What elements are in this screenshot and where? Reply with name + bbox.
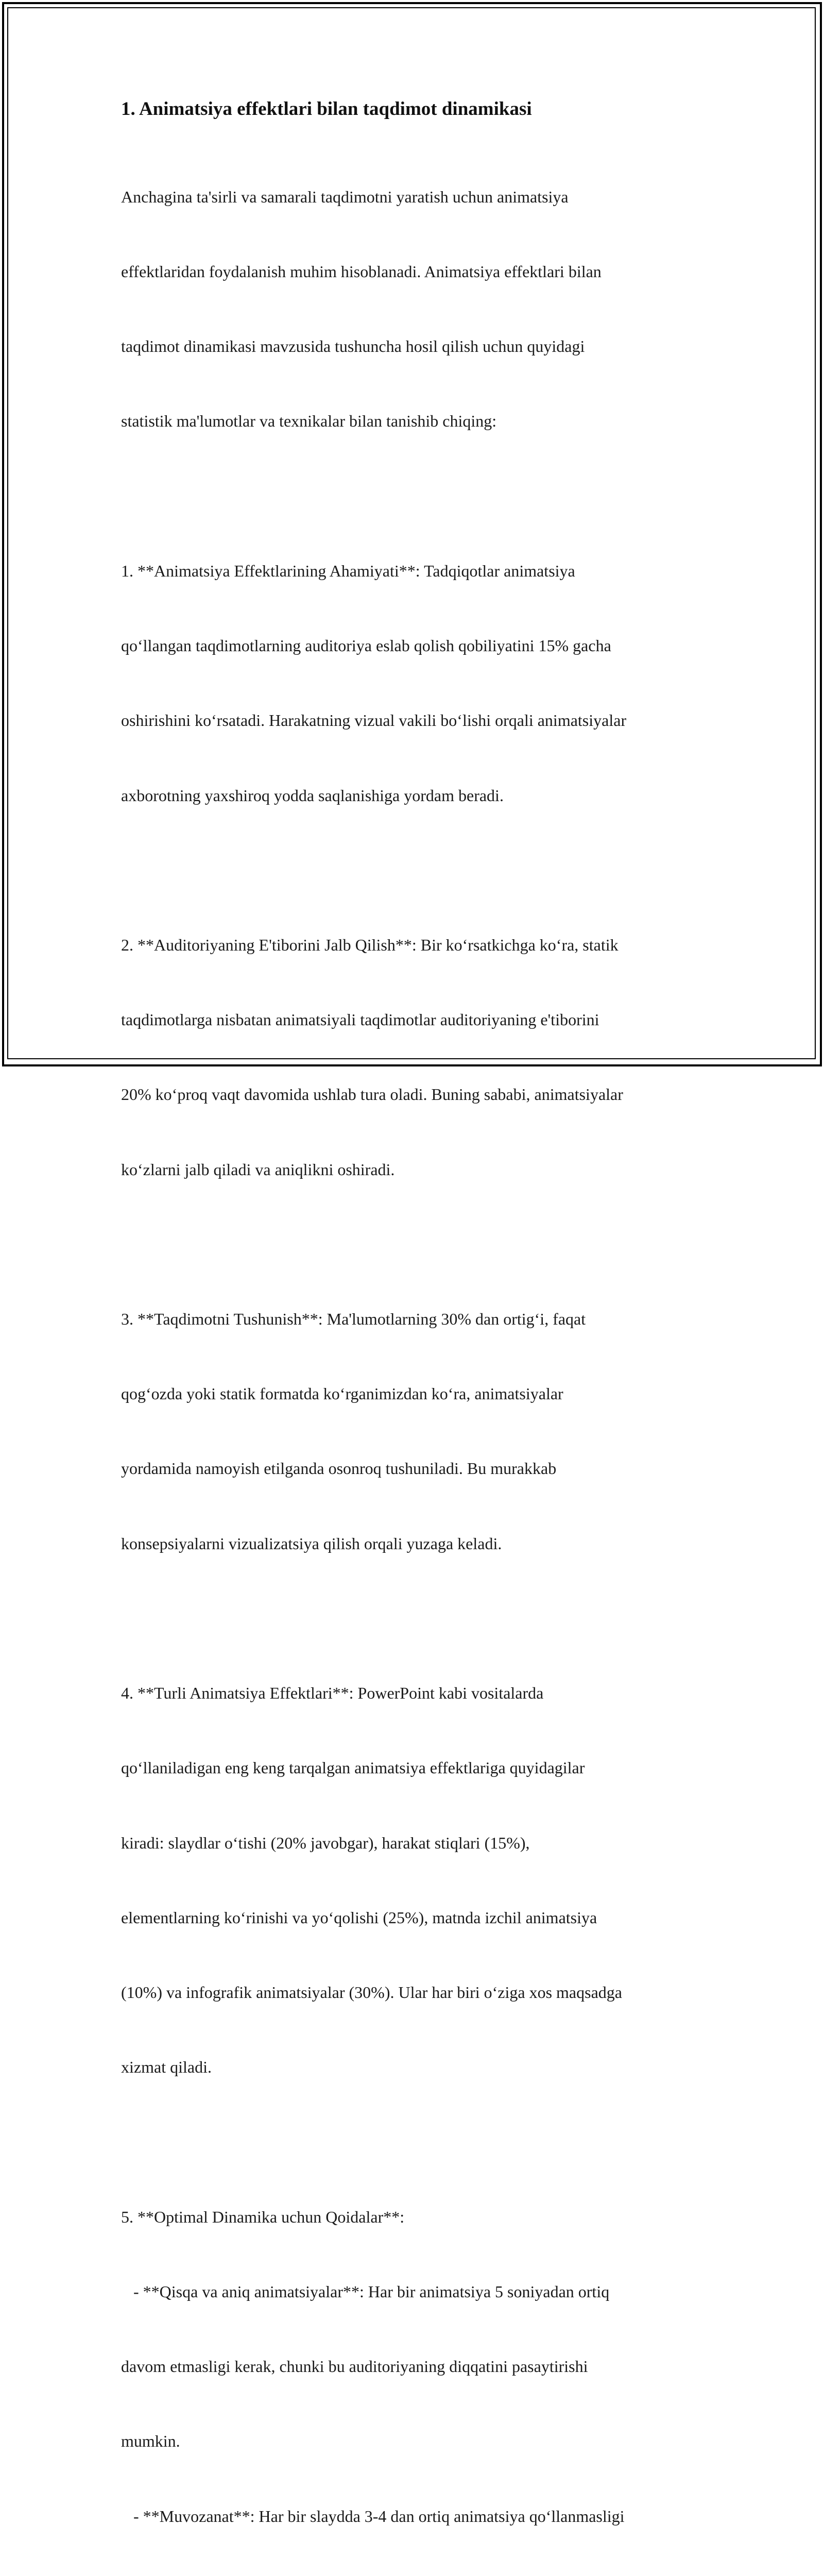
text-line: oshirishini ko‘rsatadi. Harakatning vizual vakili bo‘lishi orqali animatsiyalar	[121, 711, 627, 730]
document-body	[121, 97, 706, 2576]
text-line: Anchagina ta'sirli va samarali taqdimotni yaratish uchun animatsiya	[121, 187, 569, 206]
list-item-2	[121, 883, 706, 1232]
text-line: konsepsiyalarni vizualizatsiya qilish orqali yuzaga keladi.	[121, 1534, 502, 1553]
text-line: qo‘llangan taqdimotlarning auditoriya eslab qolish qobiliyatini 15% gacha	[121, 636, 611, 655]
text-line: 1. **Animatsiya Effektlarining Ahamiyati**: Tadqiqotlar animatsiya	[121, 561, 575, 580]
text-line: axborotning yaxshiroq yodda saqlanishiga yordam beradi.	[121, 786, 504, 805]
text-line: taqdimot dinamikasi mavzusida tushuncha hosil qilish uchun quyidagi	[121, 337, 585, 356]
text-line: kiradi: slaydlar o‘tishi (20% javobgar), harakat stiqlari (15%),	[121, 1833, 530, 1852]
text-line: 3. **Taqdimotni Tushunish**: Ma'lumotlarning 30% dan ortig‘i, faqat	[121, 1310, 586, 1329]
list-item-1	[121, 509, 706, 858]
text-line: statistik ma'lumotlar va texnikalar bilan tanishib chiqing:	[121, 412, 497, 431]
text-line: ko‘zlarni jalb qiladi va aniqlikni oshiradi.	[121, 1160, 395, 1179]
text-line: elementlarning ko‘rinishi va yo‘qolishi (25%), matnda izchil animatsiya	[121, 1908, 597, 1927]
text-line: yordamida namoyish etilganda osonroq tushuniladi. Bu murakkab	[121, 1459, 557, 1478]
text-line: qog‘ozda yoki statik formatda ko‘rganimizdan ko‘ra, animatsiyalar	[121, 1384, 563, 1403]
text-line: - **Qisqa va aniq animatsiyalar**: Har bir animatsiya 5 soniyadan ortiq	[121, 2282, 610, 2301]
list-item-5	[121, 2155, 706, 2576]
text-line: mumkin.	[121, 2432, 180, 2451]
text-line: 4. **Turli Animatsiya Effektlari**: PowerPoint kabi vositalarda	[121, 1684, 544, 1703]
text-line: taqdimotlarga nisbatan animatsiyali taqdimotlar auditoriyaning e'tiborini	[121, 1010, 599, 1029]
text-line: effektlaridan foydalanish muhim hisoblanadi. Animatsiya effektlari bilan	[121, 262, 602, 281]
text-line: 2. **Auditoriyaning E'tiborini Jalb Qilish**: Bir ko‘rsatkichga ko‘ra, statik	[121, 935, 619, 954]
text-line: 20% ko‘proq vaqt davomida ushlab tura oladi. Buning sababi, animatsiyalar	[121, 1085, 623, 1104]
text-line: 5. **Optimal Dinamika uchun Qoidalar**:	[121, 2207, 405, 2226]
list-item-4	[121, 1631, 706, 2129]
text-line: (10%) va infografik animatsiyalar (30%). Ular har biri o‘ziga xos maqsadga	[121, 1983, 622, 2002]
text-line: xizmat qiladi.	[121, 2058, 212, 2077]
text-line: qo‘llaniladigan eng keng tarqalgan animatsiya effektlariga quyidagilar	[121, 1758, 585, 1777]
intro-paragraph	[121, 134, 706, 484]
text-line: - **Muvozanat**: Har bir slaydda 3-4 dan ortiq animatsiya qo‘llanmasligi	[121, 2506, 625, 2526]
list-item-3	[121, 1257, 706, 1606]
document-title: 1. Animatsiya effektlari bilan taqdimot dinamikasi	[121, 98, 532, 120]
text-line: davom etmasligi kerak, chunki bu auditoriyaning diqqatini pasaytirishi	[121, 2357, 588, 2376]
